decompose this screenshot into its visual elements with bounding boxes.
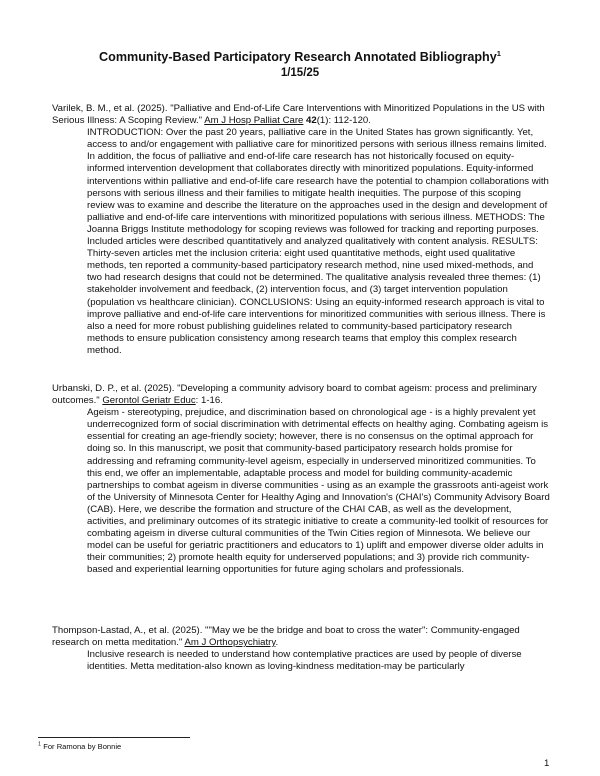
document-date: 1/15/25	[280, 67, 320, 79]
entry-citation	[52, 625, 550, 649]
journal-name: Am J Hosp Palliat Care	[204, 115, 304, 127]
journal-name: Am J Orthopsychiatry	[184, 637, 276, 649]
bibliography-entry-varilek	[52, 103, 550, 357]
journal-volume: 42	[306, 115, 317, 127]
citation-text: Varilek, B. M., et al. (2025). "Palliative and End-of-Life Care Interventions with Minoritized Populations in the US with Serious Illness: A Scoping Review."	[52, 103, 545, 127]
footnote-divider	[38, 737, 190, 738]
bibliography-entry-thompson-lastad	[52, 625, 550, 673]
page-number: 1	[544, 758, 550, 769]
citation-suffix: : 1-16.	[195, 395, 223, 407]
document-title	[40, 50, 560, 65]
entry-abstract: Inclusive research is needed to understand how contemplative practices are used by people of diverse identities. Metta meditation-also known as loving-kindness meditation-may be particularly	[87, 649, 522, 673]
entry-citation	[52, 383, 550, 407]
issue-pages: (1): 112-120.	[316, 115, 371, 127]
bibliography-entry-urbanski	[52, 383, 550, 577]
footnote	[38, 742, 121, 752]
entry-abstract: Ageism - stereotyping, prejudice, and discrimination based on chronological age - is a highly prevalent yet underrecognized form of social discrimination with detrimental effects on healthy aging. Combating ageism is essential for creating an age-friendly society; however, there is no consensus on the optimal approach for doing so. In this manuscript, we posit that community-based participatory research holds promise for addressing and reframing community-level ageism, especially in underserved minoritized communities. To this end, we offer an implementable, adaptable process and model for building community-academic partnerships to combat ageism in diverse communities - using as an example the grassroots anti-ageist work of the University of Minnesota Center for Healthy Aging and Innovation's (CHAI's) Community Advisory Board (CAB). Here, we describe the formation and structure of the CHAI CAB, as well as the development, activities, and preliminary outcomes of its strategic initiative to create a community-led toolkit of resources for combating ageism in diverse cultural communities of the Twin Cities region of Minnesota. We believe our model can be useful for geriatric practitioners and educators to 1) uplift and empower diverse older adults in their communities; 2) promote health equity for underserved populations; and 3) provide rich community-based and experiential learning opportunities for future aging scholars and professionals.	[87, 407, 550, 576]
entry-abstract: INTRODUCTION: Over the past 20 years, palliative care in the United States has grown significantly. Yet, access to and/or engagement with palliative care for minoritized persons with serious illness remains limited. In addition, the focus of palliative and end-of-life care research has not historically focused on equity-informed intervention development that collaborates directly with minoritized populations. Equity-informed interventions within palliative and end-of-life care research have the potential to champion collaborations with persons with serious illness and their families to mitigate health inequities. The purpose of this scoping review was to examine and describe the literature on the approaches used in the design and development of palliative and end-of-life care interventions with minoritized populations with serious illness. METHODS: The Joanna Briggs Institute methodology for scoping reviews was followed for tracking and reporting purposes. Included articles were described quantitatively and analyzed qualitatively with content analysis. RESULTS: Thirty-seven articles met the inclusion criteria: eight used quantitative methods, eight used qualitative methods, ten reported a community-based participatory research method, nine used mixed-methods, and two had research designs that could not be determined. The qualitative analysis revealed three themes: (1) stakeholder involvement and feedback, (2) intervention focus, and (3) target intervention population (population vs healthcare clinician). CONCLUSIONS: Using an equity-informed research approach is vital to improve palliative and end-of-life care interventions for minoritized communities with serious illness. There is also a need for more robust publishing guidelines related to community-based participatory research methods to ensure publication consistency among research teams that employ this complex research method.	[87, 127, 549, 356]
title-text: Community-Based Participatory Research Annotated Bibliography	[99, 50, 497, 64]
footnote-text: For Ramona by Bonnie	[43, 742, 122, 751]
citation-text: Urbanski, D. P., et al. (2025). "Developing a community advisory board to combat ageism: process and preliminary outcomes."	[52, 383, 537, 407]
footnote-mark: 1	[38, 741, 42, 748]
citation-text: Thompson-Lastad, A., et al. (2025). ""May we be the bridge and boat to cross the water": Community-engaged research on metta meditation."	[52, 625, 520, 649]
citation-suffix: .	[275, 637, 279, 649]
entry-citation	[52, 103, 550, 127]
title-footnote-mark: 1	[496, 48, 501, 58]
journal-name: Gerontol Geriatr Educ	[102, 395, 196, 407]
